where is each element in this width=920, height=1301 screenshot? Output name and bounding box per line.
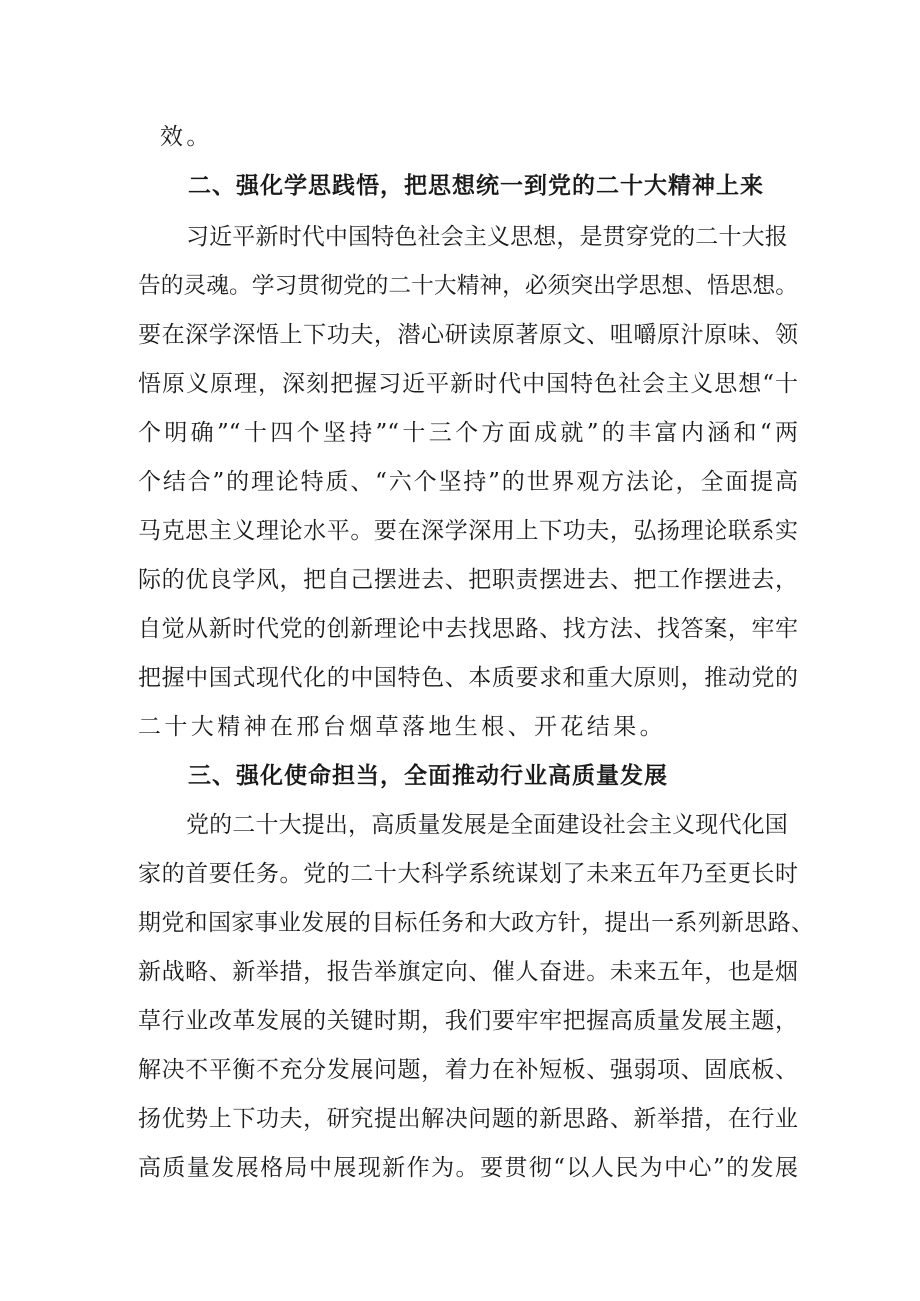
section-3-line-8: 高质量发展格局中展现新作为。要贯彻“以人民为中心”的发展 xyxy=(138,1155,798,1181)
section-2-line-4: 悟原义原理，深刻把握习近平新时代中国特色社会主义思想“十 xyxy=(138,371,798,397)
section-2-line-1: 习近平新时代中国特色社会主义思想，是贯穿党的二十大报 xyxy=(186,224,788,250)
section-2-line-2: 告的灵魂。学习贯彻党的二十大精神，必须突出学思想、悟思想。 xyxy=(138,273,798,299)
section-3-heading: 三、强化使命担当，全面推动行业高质量发展 xyxy=(188,763,668,789)
section-2-line-11: 二十大精神在邢台烟草落地生根、开花结果。 xyxy=(138,714,666,740)
section-2-line-9: 自觉从新时代党的创新理论中去找思路、找方法、找答案，牢牢 xyxy=(138,616,798,642)
paragraph-fragment-line: 效。 xyxy=(160,124,213,150)
section-3-line-2: 家的首要任务。党的二十大科学系统谋划了未来五年乃至更长时 xyxy=(138,861,798,887)
section-2-line-10: 把握中国式现代化的中国特色、本质要求和重大原则，推动党的 xyxy=(138,665,798,691)
section-3-line-3: 期党和国家事业发展的目标任务和大政方针，提出一系列新思路、 xyxy=(138,910,814,936)
section-2-line-8: 际的优良学风，把自己摆进去、把职责摆进去、把工作摆进去， xyxy=(138,567,798,593)
section-3-line-6: 解决不平衡不充分发展问题，着力在补短板、强弱项、固底板、 xyxy=(138,1057,798,1083)
section-2-heading: 二、强化学思践悟，把思想统一到党的二十大精神上来 xyxy=(188,173,764,199)
section-3-line-1: 党的二十大提出，高质量发展是全面建设社会主义现代化国 xyxy=(186,812,788,838)
section-2-line-6: 个结合”的理论特质、“六个坚持”的世界观方法论，全面提高 xyxy=(138,469,798,495)
section-3-line-5: 草行业改革发展的关键时期，我们要牢牢把握高质量发展主题， xyxy=(138,1008,798,1034)
section-2-line-3: 要在深学深悟上下功夫，潜心研读原著原文、咀嚼原汁原味、领 xyxy=(138,322,798,348)
section-3-line-7: 扬优势上下功夫，研究提出解决问题的新思路、新举措，在行业 xyxy=(138,1106,798,1132)
section-2-line-5: 个明确”“十四个坚持”“十三个方面成就”的丰富内涵和“两 xyxy=(138,420,798,446)
section-2-line-7: 马克思主义理论水平。要在深学深用上下功夫，弘扬理论联系实 xyxy=(138,518,798,544)
section-3-line-4: 新战略、新举措，报告举旗定向、催人奋进。未来五年，也是烟 xyxy=(138,959,798,985)
